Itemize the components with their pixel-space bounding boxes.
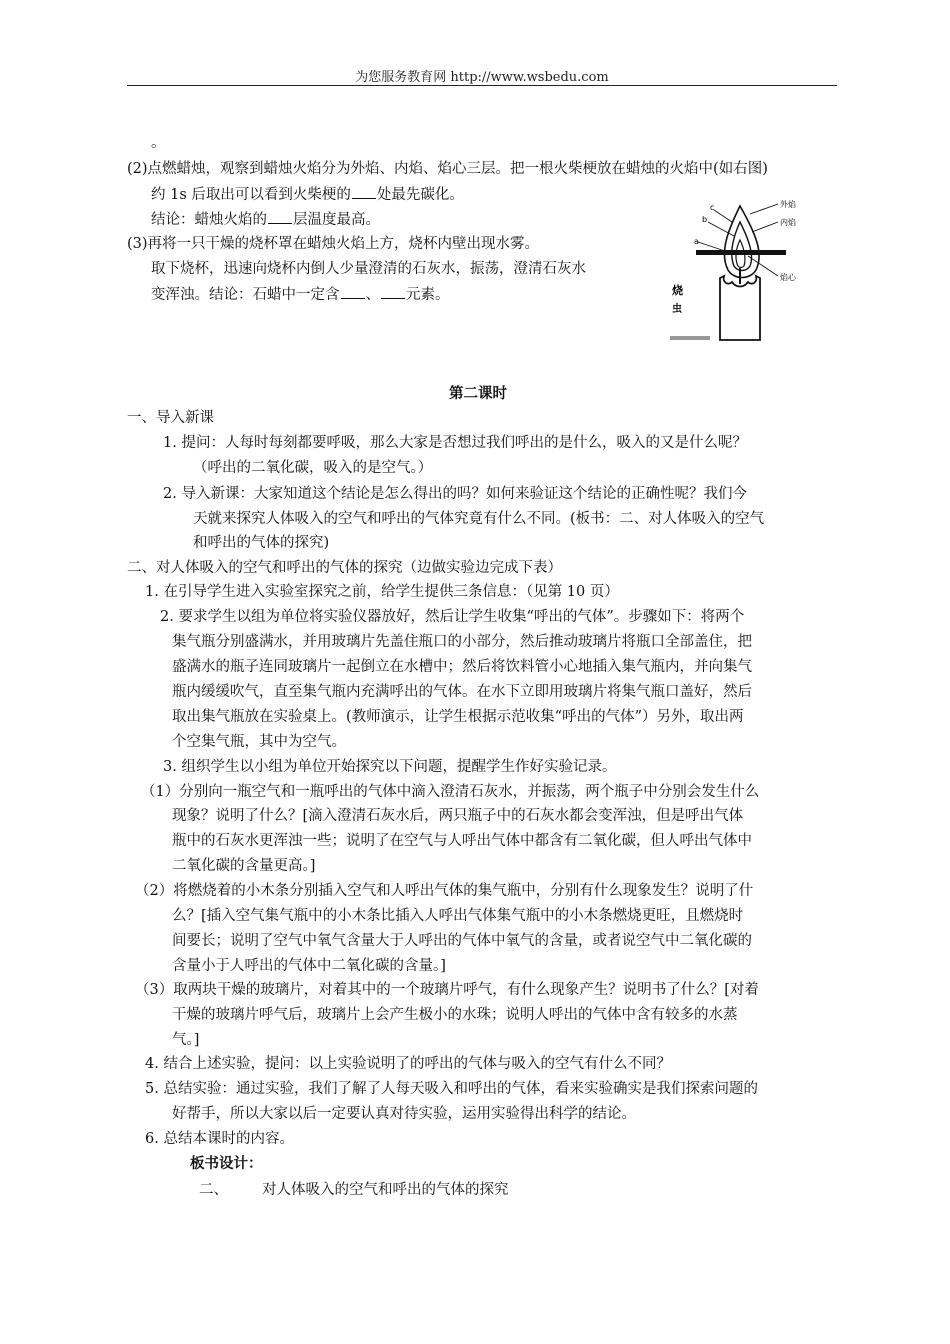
candle-body [720,276,760,340]
s2-item-2-line-4: 瓶内缓缓吹气，直至集气瓶内充满呼出的气体。在水下立即用玻璃片将集气瓶口盖好，然后 [172,684,752,700]
leader-inner [752,222,778,232]
candle-flame-figure [668,192,824,342]
board-design-title: 对人体吸入的空气和呼出的气体的探究 [262,1182,509,1198]
s2-item-1: 1. 在引导学生进入实验室探究之前，给学生提供三条信息：（见第 10 页） [145,584,619,600]
s2-item-2-line-1: 2. 要求学生以组为单位将实验仪器放好，然后让学生收集“呼出的气体”。步骤如下：将两个 [160,609,745,625]
s2-item-2-line-2: 集气瓶分别盛满水，并用玻璃片先盖住瓶口的小部分，然后推动玻璃片将瓶口全部盖住，把 [172,634,752,650]
s1-item-2-line-3: 和呼出的气体的探究) [193,535,330,551]
step-2-line-1: (2)点燃蜡烛，观察到蜡烛火焰分为外焰、内焰、焰心三层。把一根火柴梗放在蜡烛的火焰中(如右图) [127,161,768,177]
label-b: b [702,215,708,224]
question-2-line-2: 么？[插入空气集气瓶中的小木条比插入人呼出气体集气瓶中的小木条燃烧更旺，且燃烧时 [172,908,744,924]
conclusion-1: 结论：蜡烛火焰的 层温度最高。 [151,209,380,230]
header-rule [127,85,837,86]
lesson-title: 第二课时 [449,385,507,402]
label-flame-core: 焰心 [780,273,796,282]
s2-item-2-line-5: 取出集气瓶放在实验桌上。(教师演示，让学生根据示范收集“呼出的气体”）另外，取出两 [172,709,744,725]
question-1-line-1: （1）分别向一瓶空气和一瓶呼出的气体中滴入澄清石灰水，并振荡，两个瓶子中分别会发生什么 [141,784,760,800]
s2-item-6: 6. 总结本课时的内容。 [145,1131,294,1147]
step-2-line-2: 约 1s 后取出可以看到火柴梗的 处最先碳化。 [151,184,464,205]
s2-item-2-line-3: 盛满水的瓶子连同玻璃片一起倒立在水槽中；然后将饮料管小心地插入集气瓶内，并向集气 [172,659,752,675]
inner-flame [732,222,752,271]
answer-blank[interactable] [381,284,405,299]
leading-dot: 。 [151,135,166,151]
leader-outer [750,204,778,214]
step-3-line-3: 变浑浊。结论：石蜡中一定含 、 元素。 [151,284,450,305]
answer-blank[interactable] [352,184,376,199]
question-1-line-2: 现象？说明了什么？[滴入澄清石灰水后，两只瓶子中的石灰水都会变浑浊，但是呼出气体 [172,808,744,824]
question-2-line-3: 间要长；说明了空气中氧气含量大于人呼出的气体中氧气的含量，或者说空气中二氧化碳的 [172,933,752,949]
label-c: c [710,203,715,212]
answer-blank[interactable] [268,209,292,224]
section-1-heading: 一、导入新课 [127,410,214,426]
s2-item-3: 3. 组织学生以小组为单位开始探究以下问题，提醒学生作好实验记录。 [163,759,617,775]
question-1-line-4: 二氧化碳的含量更高。] [172,858,316,874]
question-2-line-1: （2）将燃烧着的小木条分别插入空气和人呼出气体的集气瓶中，分别有什么现象发生？说明了什 [135,883,754,899]
s2-item-2-line-6: 个空集气瓶，其中为空气。 [172,734,346,750]
board-design-heading: 板书设计： [190,1155,263,1172]
caption-char-2: 虫 [672,304,682,315]
step-3-line-2: 取下烧杯，迅速向烧杯内倒人少量澄清的石灰水，振荡，澄清石灰水 [151,261,586,277]
question-3-line-3: 气。] [172,1032,200,1048]
s1-item-1-line-2: （呼出的二氧化碳，吸入的是空气。） [193,460,433,476]
s1-item-1-line-1: 1. 提问：人每时每刻都要呼吸，那么大家是否想过我们呼出的是什么，吸入的又是什么呢？ [163,435,747,451]
board-design-number: 二、 [199,1182,228,1198]
s2-item-5-line-2: 好帮手，所以大家以后一定要认真对待实验，运用实验得出科学的结论。 [172,1106,636,1122]
question-3-line-2: 干燥的玻璃片呼气后，玻璃片上会产生极小的水珠；说明人呼出的气体中含有较多的水蒸 [172,1007,738,1023]
label-outer-flame: 外焰 [780,200,796,209]
question-3-line-1: （3）取两块干燥的玻璃片，对着其中的一个玻璃片呼气，有什么现象产生？说明书了什么？[对着 [135,982,759,998]
s1-item-2-line-1: 2. 导入新课：大家知道这个结论是怎么得出的吗？如何来验证这个结论的正确性呢？我们今 [163,486,747,502]
question-1-line-3: 瓶中的石灰水更浑浊一些；说明了在空气与人呼出气体中都含有二氧化碳，但人呼出气体中 [172,833,752,849]
label-inner-flame: 内焰 [780,218,796,227]
leader-core [748,256,778,276]
s1-item-2-line-2: 天就来探究人体吸入的空气和呼出的气体究竟有什么不同。(板书：二、对人体吸入的空气 [193,511,765,527]
label-a: a [694,237,699,246]
leader-c [714,210,732,222]
question-2-line-4: 含量小于人呼出的气体中二氧化碳的含量。] [172,958,446,974]
s2-item-4: 4. 结合上述实验，提问：以上实验说明了的呼出的气体与吸入的空气有什么不同？ [145,1056,671,1072]
page-header: 为您服务教育网 http://www.wsbedu.com [355,70,609,85]
caption-remnant [670,336,710,340]
caption-char-1: 烧 [672,284,683,297]
s2-item-5-line-1: 5. 总结实验：通过实验，我们了解了人每天吸入和呼出的气体，看来实验确实是我们探索问题的 [145,1081,758,1097]
step-3-line-1: (3)再将一只干燥的烧杯罩在蜡烛火焰上方，烧杯内壁出现水雾。 [127,236,540,252]
matchstick [696,250,786,255]
section-2-heading: 二、对人体吸入的空气和呼出的气体的探究（边做实验边完成下表） [127,560,562,576]
answer-blank[interactable] [341,284,365,299]
